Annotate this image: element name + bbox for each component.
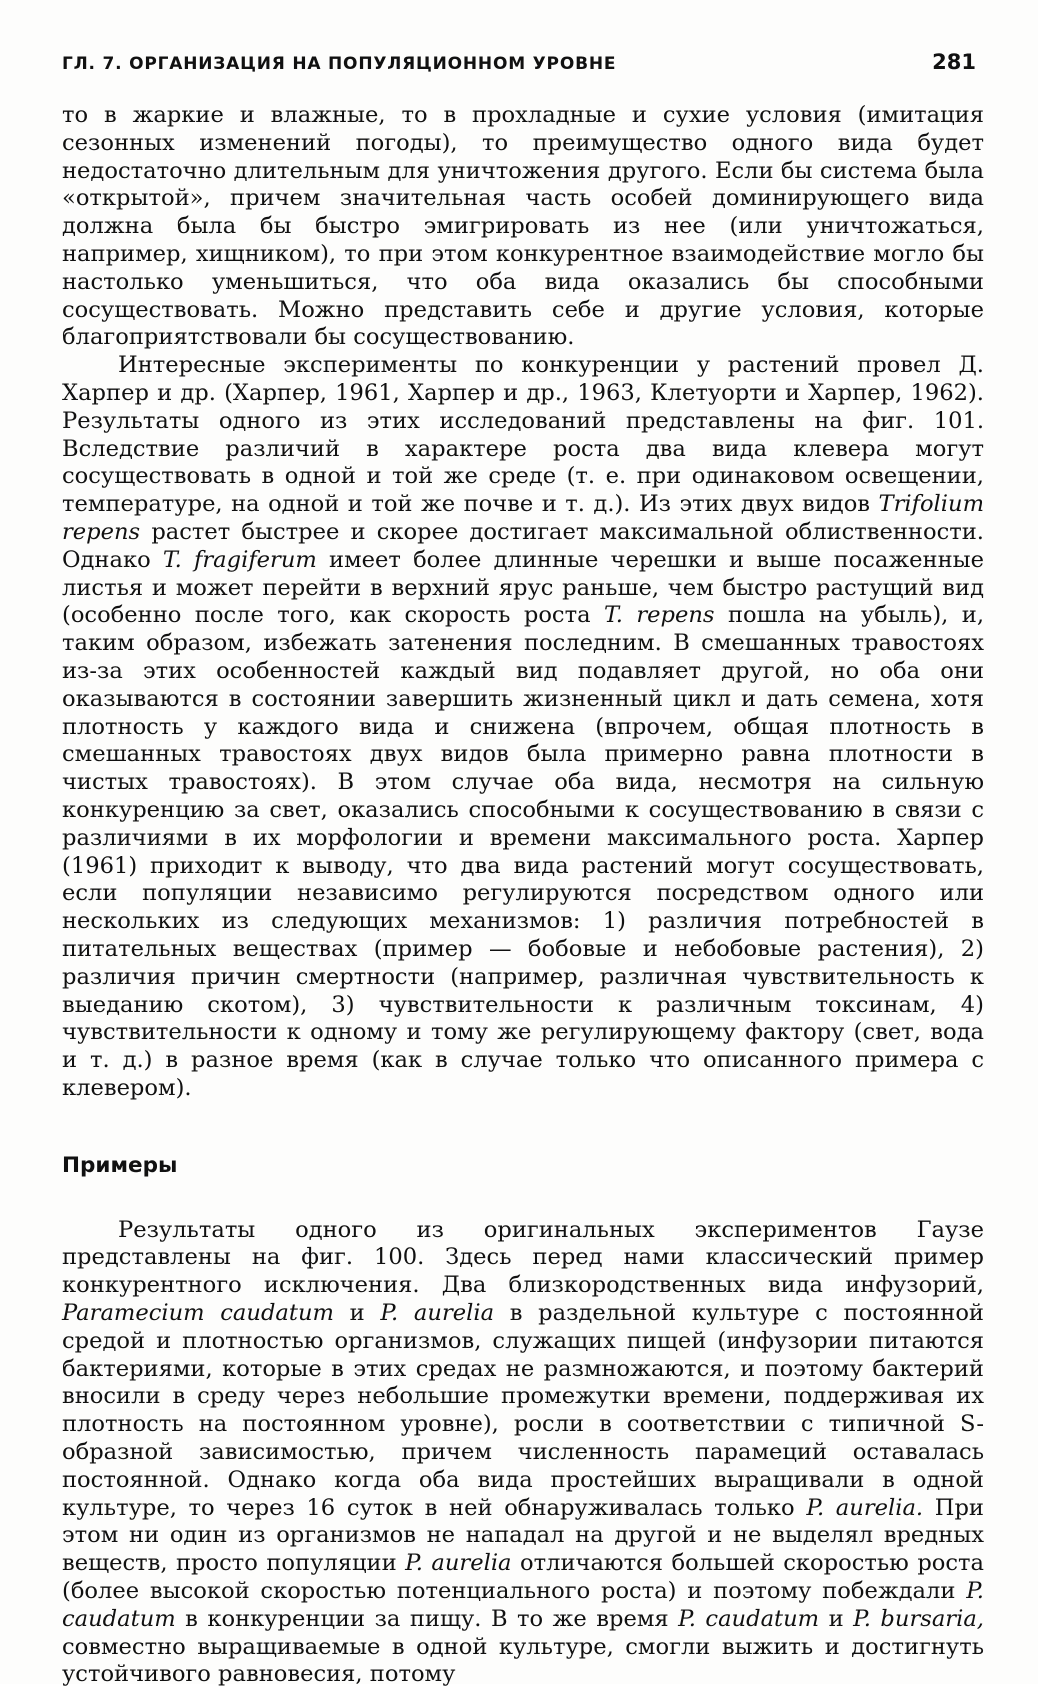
text-run: в раздельной культуре с постоянной средой и плотностью организмов, служащих пищей (инфузории питаются бактериями, которые в этих средах не размножаются, и поэтому бактерий вносили в среду через небольшие промежутки времени, поддерживая их плотность на постоянном уровне), росли в соответствии с типичной S-образной зависимостью, причем численность парамеций оставалась постоянной. Однако когда оба вида простейших выращивали в одной культуре, то через 16 суток в ней обнаруживалась только [62, 1300, 984, 1521]
page-number: 281 [932, 50, 976, 74]
text-run: При этом ни один из организмов не нападал на другой и не выделял вредных веществ, просто популяции [62, 1494, 984, 1577]
text-run: совместно выращиваемые в одной культуре, смогли выжить и достигнуть устойчивого равновесия, потому [62, 1633, 984, 1688]
section-heading: Примеры [62, 1152, 178, 1178]
text-run: и [819, 1605, 854, 1632]
body-text [62, 102, 984, 1689]
running-title: ГЛ. 7. ОРГАНИЗАЦИЯ НА ПОПУЛЯЦИОННОМ УРОВНЕ [62, 54, 617, 74]
paragraph [62, 352, 984, 1103]
text-run: в конкуренции за пищу. В то же время [175, 1605, 679, 1632]
text-run: то в жаркие и влажные, то в прохладные и сухие условия (имитация сезонных изменений погоды), то преимущество одного вида будет недостаточно длительным для уничтожения другого. Если бы система была «открытой», причем значительная часть особей доминирующего вида должна была бы быстро эмигрировать из нее (или уничтожаться, например, хищником), то при этом конкурентное взаимодействие могло бы настолько уменьшиться, что оба вида оказались бы способными сосуществовать. Можно представить себе и другие условия, которые благоприятствовали бы сосуществованию. [62, 102, 984, 351]
text-run: Интересные эксперименты по конкуренции у растений провел Д. Харпер и др. (Харпер, 1961, Харпер и др., 1963, Клетуорти и Харпер, 1962). Результаты одного из этих исследований представлены на фиг. 101. Вследствие различий в характере роста два вида клевера могут сосуществовать в одной и той же среде (т. е. при одинаковом освещении, температуре, на одной и той же почве и т. д.). Из этих двух видов [62, 352, 984, 518]
species-name: Paramecium caudatum [62, 1300, 334, 1327]
text-run: отличаются большей скоростью роста (более высокой скоростью потенциального роста) и поэтому побеждали [62, 1550, 985, 1605]
species-name: P. aurelia [405, 1550, 512, 1577]
text-run: пошла на убыль), и, таким образом, избежать затенения последним. В смешанных травостоях из-за этих особенностей каждый вид подавляет другой, но оба они оказываются в состоянии завершить жизненный цикл и дать семена, хотя плотность у каждого вида и снижена (впрочем, общая плотность в смешанных травостоях двух видов была примерно равна плотности в чистых травостоях). В этом случае оба вида, несмотря на сильную конкуренцию за свет, оказались способными к сосуществованию в связи с различиями в их морфологии и времени максимального роста. Харпер (1961) приходит к выводу, что два вида растений могут сосуществовать, если популяции независимо регулируются посредством одного или нескольких из следующих механизмов: 1) различия потребностей в питательных веществах (пример — бобовые и небобовые растения), 2) различия причин смертности (например, различная чувствительность к выеданию скотом), 3) чувствительности к различным токсинам, 4) чувствительности к одному и тому же регулирующему фактору (свет, вода и т. д.) в разное время (как в случае только что описанного примера с клевером). [62, 602, 985, 1101]
species-name: T. fragiferum [162, 546, 317, 573]
text-run: растет быстрее и скорее достигает максимальной облиственности. Однако [62, 518, 984, 573]
intro-paragraphs [62, 102, 984, 1103]
species-name: P. caudatum [678, 1605, 820, 1632]
species-name: P. caudatum [62, 1578, 984, 1632]
text-run: Результаты одного из оригинальных экспериментов Гаузе представлены на фиг. 100. Здесь перед нами классический пример конкурентного исключения. Два близкородственных вида инфузорий, [62, 1216, 984, 1299]
species-name: T. repens [604, 602, 715, 629]
paragraph [62, 102, 984, 352]
examples-paragraphs [62, 1217, 984, 1689]
running-head [62, 50, 976, 74]
species-name: P. aurelia [380, 1300, 495, 1327]
paragraph [62, 1217, 984, 1689]
species-name: P. aurelia. [806, 1494, 924, 1521]
text-run: имеет более длинные черешки и выше посаженные листья и может перейти в верхний ярус раньше, чем быстро растущий вид (особенно после того, как скорость роста [62, 546, 984, 629]
species-name: Trifolium repens [62, 491, 984, 545]
species-name: P. bursaria, [853, 1605, 984, 1632]
text-run: и [333, 1300, 381, 1327]
